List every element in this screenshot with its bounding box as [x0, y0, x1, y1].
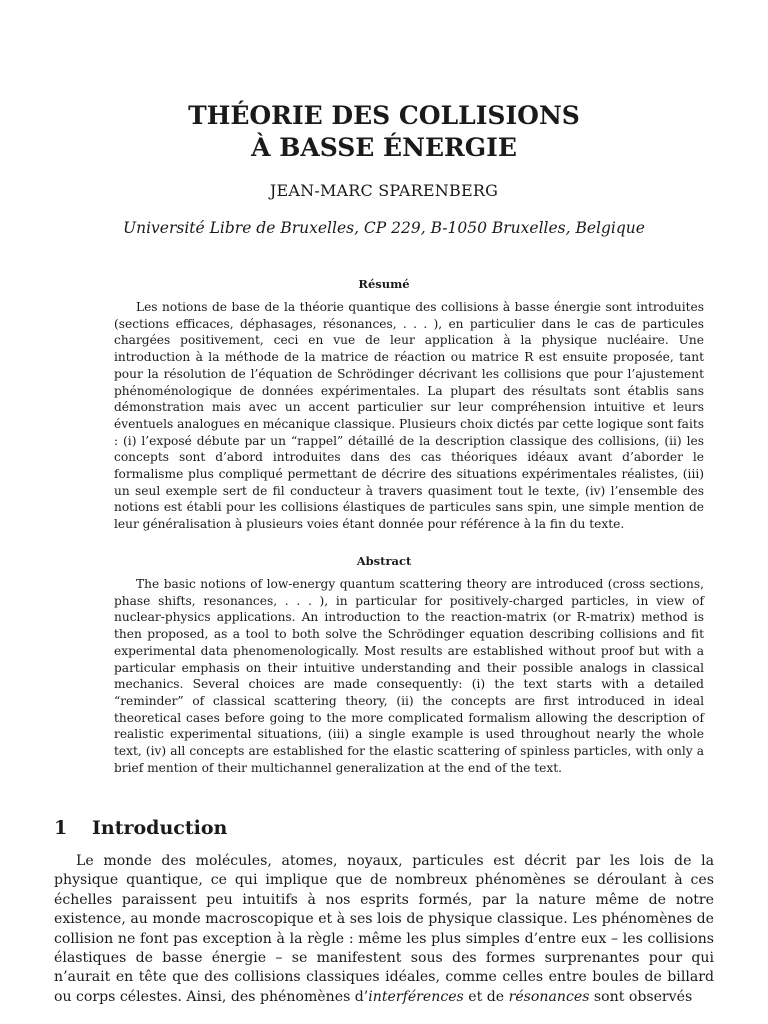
title-line-2: À BASSE ÉNERGIE — [251, 133, 517, 162]
title-line-1: THÉORIE DES COLLISIONS — [188, 101, 580, 130]
body-text-emphasis-2: résonances — [508, 988, 590, 1005]
section-title: Introduction — [92, 817, 228, 839]
section-heading — [54, 815, 227, 841]
body-text-emphasis-1: interférences — [368, 988, 464, 1005]
abstract-heading: Abstract — [356, 554, 412, 568]
paper-title — [0, 100, 768, 164]
body-text-part-1: Le monde des molécules, atomes, noyaux, particules est décrit par les lois de la physique quantique, ce qui implique que de nombreux phénomènes se déroulant à ces échelles paraissent peu intuitifs à nos esprits formés, par la nature même de notre existence, au monde macroscopique et à ses lois de physique classique. Les phénomènes de collision ne font pas exception à la règle : même les plus simples d’entre eux – les collisions élastiques de basse énergie – se manifestent sous des formes surprenantes pour qui n’aurait en tête que des collisions classiques idéales, comme celles entre boules de billard ou corps célestes. Ainsi, des phénomènes d’ — [54, 853, 714, 1005]
section-number: 1 — [54, 817, 68, 839]
abstract-body: The basic notions of low-energy quantum scattering theory are introduced (cross sections, phase shifts, resonances, . . . ), in particular for positively-charged particles, in view of nuclear-physics applications. An introduction to the reaction-matrix (or R-matrix) method is then proposed, as a tool to both solve the Schrödinger equation describing collisions and fit experimental data phenomenologically. Most results are established without proof but with a particular emphasis on their intuitive understanding and their possible analogs in classical mechanics. Several choices are made consequently: (i) the text starts with a detailed “reminder” of classical scattering theory, (ii) the concepts are first introduced in ideal theoretical cases before going to the more complicated formalism allowing the description of realistic experimental situations, (iii) a single example is used throughout nearly the whole text, (iv) all concepts are established for the elastic scattering of spinless particles, with only a brief mention of their multichannel generalization at the end of the text. — [114, 577, 704, 775]
author-name: JEAN-MARC SPARENBERG — [269, 181, 499, 200]
abstract-text — [114, 576, 704, 776]
resume-heading: Résumé — [358, 277, 410, 291]
section-body-text — [54, 852, 714, 1007]
resume-text — [114, 299, 704, 533]
body-text-part-2: et de — [463, 988, 509, 1005]
author-affiliation: Université Libre de Bruxelles, CP 229, B-1050 Bruxelles, Belgique — [123, 219, 645, 237]
body-text-part-3: sont observés — [589, 988, 693, 1005]
resume-body: Les notions de base de la théorie quantique des collisions à basse énergie sont introduites (sections efficaces, déphasages, résonances, . . . ), en particulier dans le cas de particules chargées positivement, ceci en vue de leur application à la physique nucléaire. Une introduction à la méthode de la matrice de réaction ou matrice R est ensuite proposée, tant pour la résolution de l’équation de Schrödinger décrivant les collisions que pour l’ajustement phénoménologique de données expérimentales. La plupart des résultats sont établis sans démonstration mais avec un accent particulier sur leur compréhension intuitive et leurs éventuels analogues en mécanique classique. Plusieurs choix dictés par cette logique sont faits : (i) l’exposé débute par un “rappel” détaillé de la description classique des collisions, (ii) les concepts sont d’abord introduites dans des cas théoriques idéaux avant d’aborder le formalisme plus compliqué permettant de décrire des situations expérimentales réalistes, (iii) un seul exemple sert de fil conducteur à travers quasiment tout le texte, (iv) l’ensemble des notions est établi pour les collisions élastiques de particules sans spin, une simple mention de leur généralisation à plusieurs voies étant donnée pour référence à la fin du texte. — [114, 300, 704, 532]
